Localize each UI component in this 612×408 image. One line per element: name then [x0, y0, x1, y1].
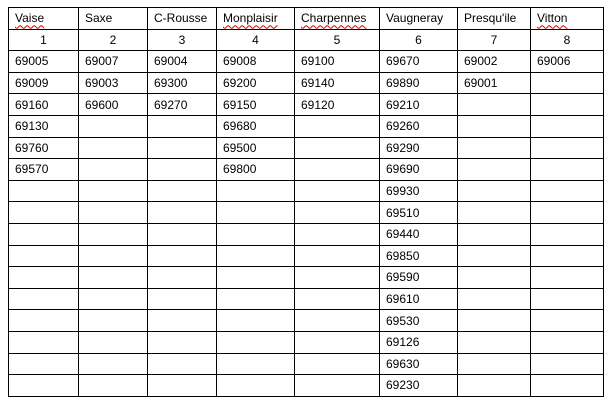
column-header [79, 8, 148, 30]
table-cell [148, 331, 217, 353]
table-cell [148, 288, 217, 310]
column-header [295, 8, 380, 30]
table-cell [79, 375, 148, 397]
table-cell [9, 288, 79, 310]
table-cell [458, 137, 531, 159]
column-header-label: Charpennes [301, 11, 367, 26]
table-cell: 69610 [380, 288, 458, 310]
table-cell [217, 223, 295, 245]
table-cell [531, 115, 604, 137]
table-cell: 69680 [217, 115, 295, 137]
column-number: 8 [531, 29, 604, 51]
table-cell [148, 375, 217, 397]
table-cell: 69150 [217, 94, 295, 116]
table-cell: 69270 [148, 94, 217, 116]
column-number: 3 [148, 29, 217, 51]
table-cell [531, 223, 604, 245]
table-row [9, 159, 604, 181]
table-cell [295, 202, 380, 224]
table-cell [217, 245, 295, 267]
column-header [148, 8, 217, 30]
table-cell [458, 202, 531, 224]
column-number: 7 [458, 29, 531, 51]
table-cell: 69670 [380, 51, 458, 73]
table-cell: 69570 [9, 159, 79, 181]
table-row [9, 94, 604, 116]
table-cell [148, 353, 217, 375]
table-cell [295, 267, 380, 289]
table-cell [148, 137, 217, 159]
table-row [9, 137, 604, 159]
table-cell [458, 223, 531, 245]
table-cell [79, 288, 148, 310]
table-cell: 69510 [380, 202, 458, 224]
table-cell: 69126 [380, 331, 458, 353]
table-row [9, 310, 604, 332]
table-cell [217, 310, 295, 332]
table-cell [531, 137, 604, 159]
table-cell [295, 245, 380, 267]
table-cell [458, 353, 531, 375]
column-header [380, 8, 458, 30]
table-row [9, 331, 604, 353]
table-row [9, 375, 604, 397]
table-cell [79, 223, 148, 245]
table-cell [295, 115, 380, 137]
table-cell [458, 159, 531, 181]
table-row [9, 115, 604, 137]
table-cell: 69760 [9, 137, 79, 159]
table-cell [79, 159, 148, 181]
table-cell [531, 245, 604, 267]
table-row [9, 51, 604, 73]
table-cell: 69210 [380, 94, 458, 116]
table-cell [531, 288, 604, 310]
table-cell: 69260 [380, 115, 458, 137]
table-cell [295, 288, 380, 310]
table-cell [531, 180, 604, 202]
table-cell [9, 245, 79, 267]
table-cell: 69130 [9, 115, 79, 137]
table-cell [9, 267, 79, 289]
column-number: 1 [9, 29, 79, 51]
table-row [9, 245, 604, 267]
table-cell [79, 353, 148, 375]
table-cell [79, 331, 148, 353]
table-cell [531, 159, 604, 181]
table-cell: 69007 [79, 51, 148, 73]
table-cell [458, 180, 531, 202]
table-cell: 69930 [380, 180, 458, 202]
table-cell [79, 180, 148, 202]
column-header-label: Vitton [537, 11, 568, 26]
table-cell: 69003 [79, 72, 148, 94]
table-cell [531, 353, 604, 375]
column-header-label: Presqu'ile [464, 11, 517, 26]
table-cell: 69009 [9, 72, 79, 94]
table-cell [458, 331, 531, 353]
table-cell [295, 375, 380, 397]
table-cell [9, 331, 79, 353]
table-cell [295, 331, 380, 353]
table-cell [295, 159, 380, 181]
table-cell: 69001 [458, 72, 531, 94]
table-cell: 69006 [531, 51, 604, 73]
table-cell [295, 310, 380, 332]
table-cell: 69008 [217, 51, 295, 73]
table-cell: 69440 [380, 223, 458, 245]
table-cell: 69590 [380, 267, 458, 289]
table-cell: 69004 [148, 51, 217, 73]
table-cell [9, 223, 79, 245]
table-cell [148, 267, 217, 289]
table-cell [458, 375, 531, 397]
column-number: 5 [295, 29, 380, 51]
column-header-label: Vaise [15, 11, 45, 26]
table-cell: 69200 [217, 72, 295, 94]
table-cell [148, 245, 217, 267]
table-row [9, 353, 604, 375]
table-cell: 69120 [295, 94, 380, 116]
table-cell [148, 180, 217, 202]
table-cell [217, 267, 295, 289]
table-cell [217, 180, 295, 202]
table-cell [148, 202, 217, 224]
table-cell [9, 353, 79, 375]
postal-code-table [8, 7, 604, 397]
table-cell [458, 288, 531, 310]
table-cell [79, 137, 148, 159]
table-cell [148, 115, 217, 137]
table-cell [9, 180, 79, 202]
table-cell: 69600 [79, 94, 148, 116]
table-cell: 69160 [9, 94, 79, 116]
table-cell: 69140 [295, 72, 380, 94]
table-row [9, 202, 604, 224]
table-cell [531, 72, 604, 94]
table-cell [9, 375, 79, 397]
number-row [9, 29, 604, 51]
table-cell: 69630 [380, 353, 458, 375]
table-cell [79, 245, 148, 267]
column-header-label: Saxe [85, 11, 113, 26]
table-cell: 69230 [380, 375, 458, 397]
column-number: 4 [217, 29, 295, 51]
table-cell [295, 137, 380, 159]
table-cell [531, 375, 604, 397]
table-row [9, 180, 604, 202]
table-cell: 69290 [380, 137, 458, 159]
table-cell: 69002 [458, 51, 531, 73]
table-cell [531, 94, 604, 116]
table-cell [217, 331, 295, 353]
table-cell: 69100 [295, 51, 380, 73]
table-cell: 69850 [380, 245, 458, 267]
header-row [9, 8, 604, 30]
table-cell [458, 94, 531, 116]
table-cell [295, 353, 380, 375]
table-cell [458, 115, 531, 137]
column-number: 2 [79, 29, 148, 51]
table-cell [9, 202, 79, 224]
column-header [531, 8, 604, 30]
table-cell [9, 310, 79, 332]
table-cell [217, 202, 295, 224]
column-header [217, 8, 295, 30]
table-cell [295, 180, 380, 202]
table-cell [458, 267, 531, 289]
table-cell [531, 331, 604, 353]
table-cell [458, 310, 531, 332]
table-cell: 69530 [380, 310, 458, 332]
table-row [9, 223, 604, 245]
table-row [9, 267, 604, 289]
table-cell: 69300 [148, 72, 217, 94]
table-cell: 69690 [380, 159, 458, 181]
table-row [9, 72, 604, 94]
table-cell [148, 159, 217, 181]
column-header [458, 8, 531, 30]
table-cell [458, 245, 531, 267]
table-cell [217, 375, 295, 397]
table-cell [79, 267, 148, 289]
table-cell: 69890 [380, 72, 458, 94]
table-cell [217, 288, 295, 310]
table-cell [148, 223, 217, 245]
table-cell [531, 202, 604, 224]
table-cell [295, 223, 380, 245]
table-row [9, 288, 604, 310]
column-header-label: C-Rousse [154, 11, 208, 26]
table-cell [79, 310, 148, 332]
table-cell [531, 267, 604, 289]
table-cell: 69500 [217, 137, 295, 159]
table-cell [217, 353, 295, 375]
table-cell [79, 202, 148, 224]
table-cell: 69800 [217, 159, 295, 181]
table-cell: 69005 [9, 51, 79, 73]
table-cell [148, 310, 217, 332]
column-header-label: Monplaisir [223, 11, 278, 26]
column-number: 6 [380, 29, 458, 51]
table-cell [79, 115, 148, 137]
column-header-label: Vaugneray [386, 11, 444, 26]
table-cell [531, 310, 604, 332]
column-header [9, 8, 79, 30]
